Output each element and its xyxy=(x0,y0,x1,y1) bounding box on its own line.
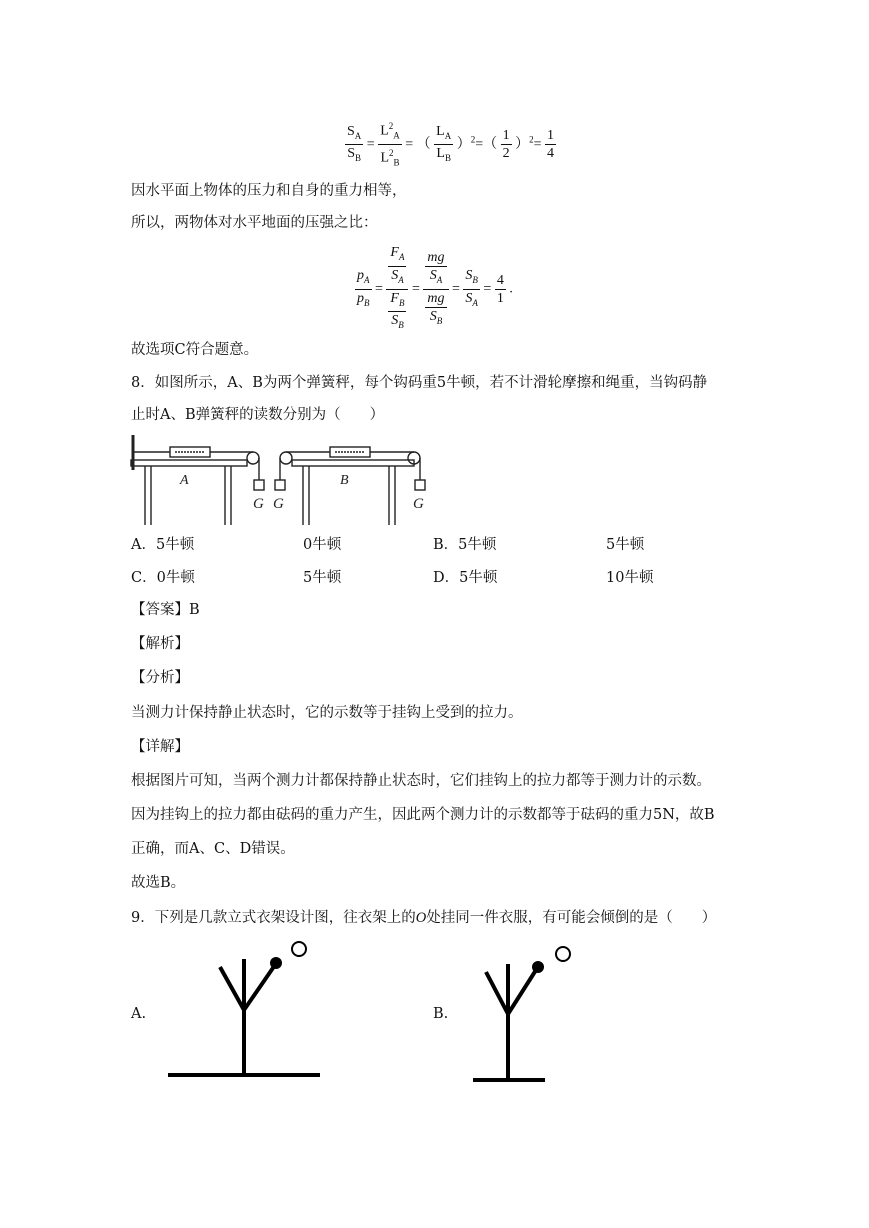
text-line2: 所以，两物体对水平地面的压强之比： xyxy=(131,215,378,231)
text-line3: 故选项C符合题意。 xyxy=(131,342,259,358)
label-a: A xyxy=(180,473,189,488)
q9-o: O xyxy=(415,910,427,926)
formula-pressure-ratio: $\frac{p_A}{p_B}$ = $\frac{\frac{F_A}{S_A}}{\frac{F_B}{S_B}}$ = $\frac{\frac{mg}{S_A}}{\frac{mg}{S_B}}$ = $\frac{S_B}{S_A}$ = $\frac{4}{1}$ . xyxy=(357,245,513,331)
formula-area-ratio: $\frac{S_A}{S_B}$ = $\frac{L^2_A}{L^2_B}$ = （ $\frac{L_A}{L_B}$ ）$^2$=（ $\frac{1}{2}$ ）$^2$= $\frac{1}{4}$ xyxy=(345,118,556,172)
q9-option-a-label: A. xyxy=(131,1006,147,1022)
text-line1: 因水平面上物体的压力和自身的重力相等， xyxy=(131,183,407,199)
detail-line3: 正确，而A、C、D错误。 xyxy=(131,841,295,857)
q9-line xyxy=(131,908,716,928)
option-c-label: C．0牛顿 xyxy=(131,570,195,586)
choose: 故选B。 xyxy=(131,875,186,891)
clothes-rack-a xyxy=(160,935,330,1080)
option-b-label: B．5牛顿 xyxy=(433,537,497,553)
clothes-rack-b xyxy=(470,942,580,1087)
option-c-second: 5牛顿 xyxy=(303,570,342,586)
option-d-label: D．5牛顿 xyxy=(433,570,498,586)
detail-line1: 根据图片可知，当两个测力计都保持静止状态时，它们挂钩上的拉力都等于测力计的示数。 xyxy=(131,773,711,789)
option-a-label: A．5牛顿 xyxy=(131,537,195,553)
option-a-second: 0牛顿 xyxy=(303,537,342,553)
fenxi-heading: 【分析】 xyxy=(131,670,189,686)
option-d-second: 10牛顿 xyxy=(606,570,654,586)
q9-option-b-label: B. xyxy=(433,1006,449,1022)
q8-line2: 止时A、B弹簧秤的读数分别为（ ） xyxy=(131,407,385,423)
q9-pre: 9．下列是几款立式衣架设计图，往衣架上的 xyxy=(131,910,416,926)
option-b-second: 5牛顿 xyxy=(606,537,645,553)
xiangjie-heading: 【详解】 xyxy=(131,739,189,755)
weight-g-3: G xyxy=(413,496,424,512)
spring-scale-figure xyxy=(125,430,435,530)
fenxi-text: 当测力计保持静止状态时，它的示数等于挂钩上受到的拉力。 xyxy=(131,705,523,721)
weight-g-1: G xyxy=(253,496,264,512)
weight-g-2: G xyxy=(273,496,284,512)
q8-line1: 8．如图所示，A、B为两个弹簧秤，每个钩码重5牛顿，若不计滑轮摩擦和绳重，当钩码静 xyxy=(131,375,708,391)
q9-post: 处挂同一件衣服，有可能会倾倒的是（ ） xyxy=(426,910,717,926)
label-b: B xyxy=(340,473,349,488)
detail-line2: 因为挂钩上的拉力都由砝码的重力产生，因此两个测力计的示数都等于砝码的重力5N，故B xyxy=(131,807,715,823)
answer: 【答案】B xyxy=(131,602,200,618)
analysis-heading: 【解析】 xyxy=(131,636,189,652)
